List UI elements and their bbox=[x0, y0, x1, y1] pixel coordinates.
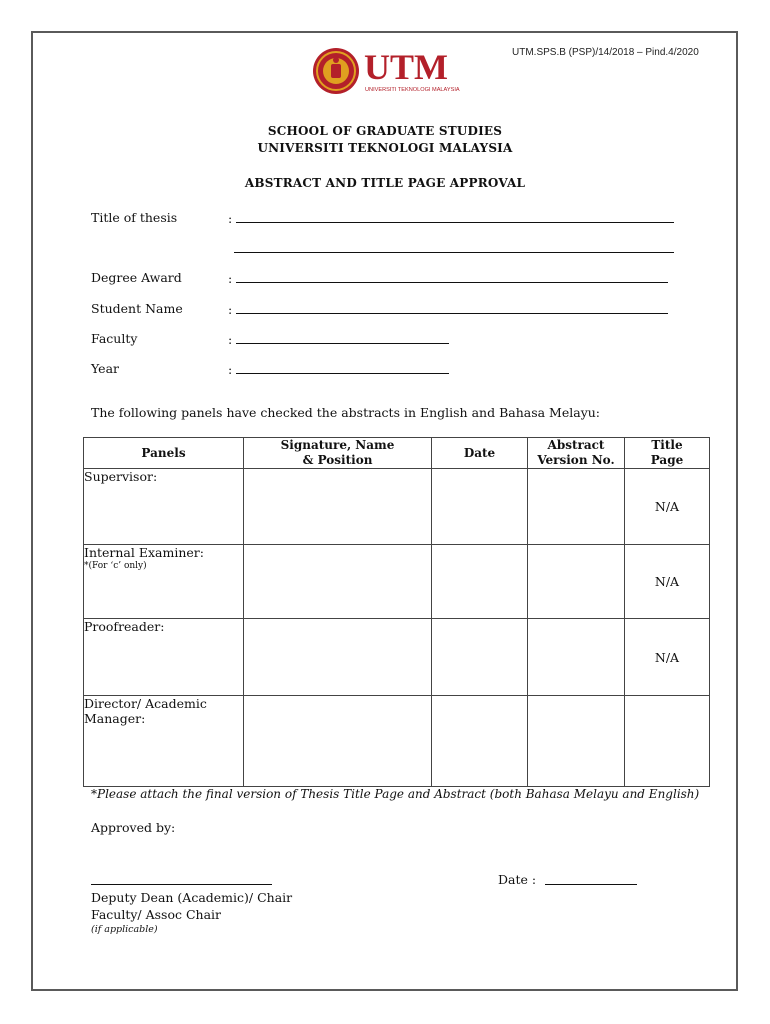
student-name-field[interactable] bbox=[228, 301, 668, 317]
table-row bbox=[84, 696, 710, 787]
proofreader-version-cell[interactable] bbox=[528, 619, 625, 696]
faculty-field[interactable] bbox=[228, 331, 449, 347]
director-version-cell[interactable] bbox=[528, 696, 625, 787]
school-heading: SCHOOL OF GRADUATE STUDIES bbox=[267, 124, 503, 138]
director-title-page-cell[interactable] bbox=[625, 696, 710, 787]
header-signature: Signature, Name & Position bbox=[244, 438, 432, 469]
colon: : bbox=[228, 302, 233, 317]
proofreader-title-page-cell: N/A bbox=[625, 619, 710, 696]
year-label: Year bbox=[91, 361, 119, 376]
title-of-thesis-field[interactable] bbox=[228, 210, 674, 226]
table-header-row bbox=[84, 438, 710, 469]
header-abstract-version: Abstract Version No. bbox=[528, 438, 625, 469]
examiner-version-cell[interactable] bbox=[528, 545, 625, 619]
year-field[interactable] bbox=[228, 361, 449, 377]
row-supervisor-label: Supervisor: bbox=[84, 469, 244, 545]
approver-title-line2: Faculty/ Assoc Chair bbox=[91, 907, 221, 922]
proofreader-date-cell[interactable] bbox=[432, 619, 528, 696]
degree-award-field[interactable] bbox=[228, 270, 668, 286]
supervisor-title-page-cell: N/A bbox=[625, 469, 710, 545]
logo-wordmark: UTM bbox=[364, 47, 448, 87]
row-internal-examiner-label: Internal Examiner: *(For ‘c’ only) bbox=[84, 545, 244, 619]
table-row bbox=[84, 469, 710, 545]
row-proofreader-label: Proofreader: bbox=[84, 619, 244, 696]
internal-examiner-note: *(For ‘c’ only) bbox=[84, 561, 147, 571]
table-row bbox=[84, 545, 710, 619]
university-heading: UNIVERSITI TEKNOLOGI MALAYSIA bbox=[257, 141, 513, 155]
header-date: Date bbox=[432, 438, 528, 469]
logo-subtext: UNIVERSITI TEKNOLOGI MALAYSIA bbox=[365, 87, 460, 93]
student-name-label: Student Name bbox=[91, 301, 183, 316]
supervisor-date-cell[interactable] bbox=[432, 469, 528, 545]
row-director-label: Director/ Academic Manager: bbox=[84, 696, 244, 787]
approver-signature-line[interactable] bbox=[91, 872, 272, 885]
if-applicable-note: (if applicable) bbox=[91, 924, 158, 935]
degree-award-label: Degree Award bbox=[91, 270, 182, 285]
director-signature-cell[interactable] bbox=[244, 696, 432, 787]
approver-title-line1: Deputy Dean (Academic)/ Chair bbox=[91, 890, 293, 905]
director-date-cell[interactable] bbox=[432, 696, 528, 787]
form-reference-code: UTM.SPS.B (PSP)/14/2018 – Pind.4/2020 bbox=[512, 47, 699, 58]
examiner-signature-cell[interactable] bbox=[244, 545, 432, 619]
supervisor-version-cell[interactable] bbox=[528, 469, 625, 545]
attachment-note: *Please attach the final version of Thesis Title Page and Abstract (both Bahasa Melayu and English) bbox=[91, 787, 700, 801]
header-title-page: Title Page bbox=[625, 438, 710, 469]
colon: : bbox=[228, 271, 233, 286]
table-row bbox=[84, 619, 710, 696]
colon: : bbox=[228, 211, 233, 226]
approval-date-field[interactable] bbox=[545, 872, 637, 885]
proofreader-signature-cell[interactable] bbox=[244, 619, 432, 696]
examiner-title-page-cell: N/A bbox=[625, 545, 710, 619]
panels-intro: The following panels have checked the abstracts in English and Bahasa Melayu: bbox=[91, 405, 601, 420]
colon: : bbox=[228, 362, 233, 377]
title-of-thesis-field-line2[interactable] bbox=[234, 240, 674, 256]
approval-date-label: Date : bbox=[498, 872, 537, 887]
supervisor-signature-cell[interactable] bbox=[244, 469, 432, 545]
examiner-date-cell[interactable] bbox=[432, 545, 528, 619]
form-title: ABSTRACT AND TITLE PAGE APPROVAL bbox=[244, 176, 526, 190]
panels-table bbox=[83, 437, 710, 787]
header-panels: Panels bbox=[84, 438, 244, 469]
approved-by-label: Approved by: bbox=[91, 820, 176, 835]
faculty-label: Faculty bbox=[91, 331, 138, 346]
utm-logo bbox=[312, 44, 462, 98]
colon: : bbox=[228, 332, 233, 347]
title-of-thesis-label: Title of thesis bbox=[91, 210, 178, 225]
